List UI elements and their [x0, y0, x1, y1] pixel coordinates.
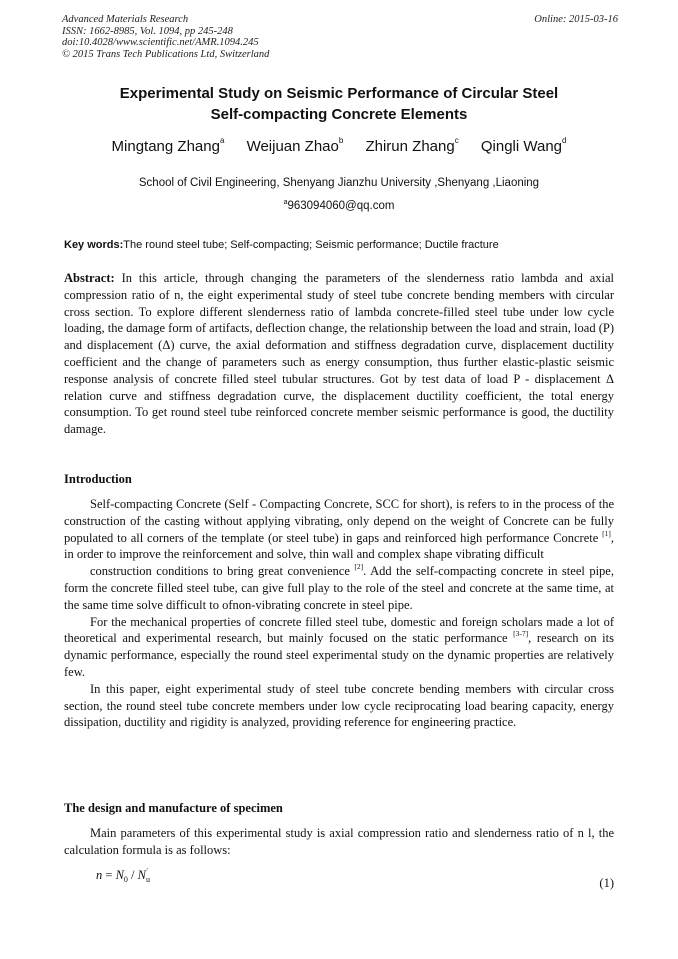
- paragraph-text: Self-compacting Concrete (Self - Compacting Concrete, SCC for short), is refers to in the process of the construction of the casting without applying vibrating, only depend on the weight of Concrete can be fully populated to all corners of the template (or steel tube) in gaps and reinforced high performance Concrete: [64, 497, 614, 545]
- author-name: Weijuan Zhao: [246, 138, 339, 155]
- equation-numerator: N: [115, 868, 124, 882]
- author: [365, 137, 458, 157]
- author: [112, 137, 225, 157]
- equation-denominator-subscript: u: [145, 875, 150, 884]
- equation-denominator: N: [137, 868, 146, 882]
- paragraph: [64, 614, 614, 681]
- equation-slash: /: [127, 868, 138, 882]
- email-address: 963094060@qq.com: [287, 200, 395, 212]
- paragraph: In this paper, eight experimental study of steel tube concrete bending members with circular cross section, the round steel tube concrete members under low cycle reciprocating load bearing capacity, energy dissipation, ductility and rigidity is analyzed, providing reference for engineering practice.: [64, 681, 614, 730]
- online-date: Online: 2015-03-16: [534, 14, 618, 25]
- affiliation: School of Civil Engineering, Shenyang Jianzhu University ,Shenyang ,Liaoning: [138, 177, 540, 189]
- design-body: [64, 825, 614, 859]
- abstract: [64, 270, 614, 438]
- journal-doi: doi:10.4028/www.scientific.net/AMR.1094.245: [62, 37, 259, 48]
- abstract-text: In this article, through changing the parameters of the slenderness ratio lambda and axial compression ratio of n, the eight experimental study of steel tube concrete bending members with circular cross section. To explore different slenderness ratio of lambda concrete-filled steel tube under low cycle loading, the damage form of artifacts, deflection change, the relationship between the load and strain, load (P) and displacement (Δ) curve, the axial deformation and stiffness degradation curve, displacement ductility coefficient and the change of parameters such as energy consumption, thus further elastic-plastic seismic response analysis of concrete filled steel tubular structures. Got by test data of load P - displacement Δ relation curve and stiffness degradation curve, the displacement ductility coefficient, the total energy consumption. To get round steel tube reinforced concrete member seismic performance is good, the ductility damage.: [64, 271, 614, 437]
- citation: [3-7]: [513, 629, 529, 639]
- journal-copyright: © 2015 Trans Tech Publications Ltd, Switzerland: [62, 48, 270, 60]
- author-list: [64, 137, 614, 157]
- author-affiliation-mark: d: [562, 136, 567, 145]
- email-mark: a: [283, 199, 288, 206]
- author-affiliation-mark: a: [219, 136, 225, 145]
- design-heading: The design and manufacture of specimen: [64, 801, 283, 815]
- introduction-body: [64, 496, 614, 731]
- author: [481, 137, 567, 157]
- paragraph: [64, 563, 614, 613]
- paragraph-text: construction conditions to bring great convenience: [90, 564, 355, 579]
- journal-header: [62, 14, 618, 60]
- paragraph-text: For the mechanical properties of concrete filled steel tube, domestic and foreign scholars made a lot of theoretical and experimental research, but mainly focused on the static performance: [64, 614, 614, 646]
- equation-numerator-subscript: 0: [123, 875, 128, 884]
- paragraph-text: . Add the self-compacting concrete in steel pipe, form the concrete filled steel tube, can give full play to the role of the steel and concrete at the same time, at the same time solve difficult to ofnon-vibrating concrete in steel pipe.: [64, 564, 614, 612]
- author-name: Mingtang Zhang: [111, 138, 220, 155]
- paper-title: [64, 83, 614, 125]
- author-name: Zhirun Zhang: [365, 138, 455, 155]
- author-affiliation-mark: c: [454, 136, 459, 145]
- paragraph: [64, 496, 614, 563]
- paragraph-text: , in order to improve the reinforcement and solve, thin wall and complex shape vibrating difficult: [64, 530, 614, 562]
- keywords-label: Key words:: [64, 239, 124, 251]
- journal-issn: ISSN: 1662-8985, Vol. 1094, pp 245-248: [62, 25, 233, 37]
- citation: [1]: [602, 528, 611, 538]
- author: [247, 137, 344, 157]
- equation-number: (1): [599, 876, 614, 890]
- paragraph-text: , research on its dynamic performance, especially the round steel experimental study on the dynamic properties are relatively few.: [64, 631, 614, 679]
- author-affiliation-mark: b: [338, 136, 344, 145]
- paper-title-line-1: Experimental Study on Seismic Performance of Circular Steel: [119, 85, 559, 102]
- paragraph: Main parameters of this experimental study is axial compression ratio and slenderness ratio of n l, the calculation formula is as follows:: [64, 826, 614, 857]
- paper-title-line-2: Self-compacting Concrete Elements: [210, 106, 468, 123]
- equation-denominator-prime: ': [145, 867, 148, 875]
- citation: [2]: [354, 562, 364, 572]
- equation-equals: =: [102, 868, 116, 882]
- author-name: Qingli Wang: [480, 138, 563, 155]
- contact-email: [64, 199, 614, 214]
- journal-name: Advanced Materials Research: [62, 14, 189, 25]
- equation-lhs: n: [96, 868, 103, 882]
- introduction-heading: Introduction: [64, 472, 132, 486]
- keywords-text: The round steel tube; Self-compacting; Seismic performance; Ductile fracture: [123, 239, 499, 251]
- abstract-label: Abstract:: [64, 271, 115, 285]
- keywords: [64, 238, 616, 253]
- equation-1: [96, 867, 150, 884]
